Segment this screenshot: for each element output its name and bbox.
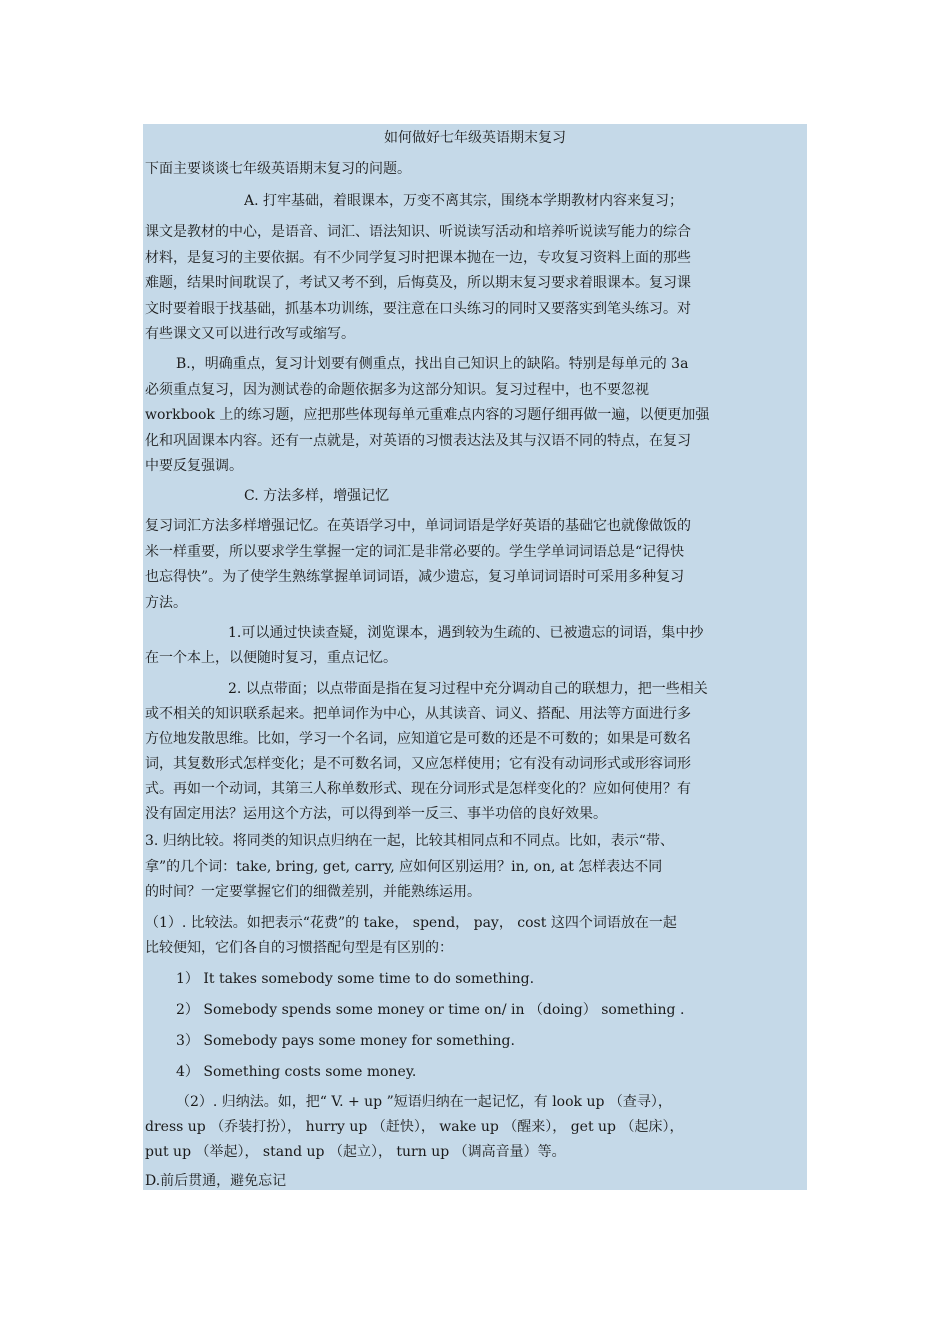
text-line: （2）. 归纳法。如，把“ V. + up ”短语归纳在一起记忆，有 look up （查寻）， bbox=[176, 1094, 672, 1110]
text-line: 文时要着眼于找基础，抓基本功训练，要注意在口头练习的同时又要落实到笔头练习。对 bbox=[145, 301, 691, 317]
text-line: 词，其复数形式怎样变化；是不可数名词，又应怎样使用；它有没有动词形式或形容词形 bbox=[145, 756, 691, 772]
text-line: dress up （乔装打扮）， hurry up （赶快）， wake up （醒来）， get up （起床）， bbox=[145, 1119, 684, 1135]
text-line: 式。再如一个动词，其第三人称单数形式、现在分词形式是怎样变化的？应如何使用？有 bbox=[145, 781, 691, 797]
text-line: 方位地发散思维。比如，学习一个名词，应知道它是可数的还是不可数的；如果是可数名 bbox=[145, 731, 691, 747]
text-line: 中要反复强调。 bbox=[145, 458, 243, 474]
example-sentence: 1） It takes somebody some time to do something. bbox=[176, 971, 535, 987]
example-sentence: 2） Somebody spends some money or time on/ in （doing） something . bbox=[176, 1002, 685, 1018]
section-heading-a: A. 打牢基础，着眼课本，万变不离其宗，围绕本学期教材内容来复习； bbox=[244, 193, 684, 209]
text-line: 3. 归纳比较。将同类的知识点归纳在一起，比较其相同点和不同点。比如，表示“带、 bbox=[145, 833, 674, 849]
text-line: 有些课文又可以进行改写或缩写。 bbox=[145, 326, 355, 342]
text-line: 难题，结果时间耽误了，考试又考不到，后悔莫及，所以期末复习要求着眼课本。复习课 bbox=[145, 275, 691, 291]
section-heading-b: B.，明确重点，复习计划要有侧重点，找出自己知识上的缺陷。特别是每单元的 3a bbox=[176, 356, 689, 372]
text-line: 比较便知，它们各自的习惯搭配句型是有区别的： bbox=[145, 940, 453, 956]
text-line: 2. 以点带面；以点带面是指在复习过程中充分调动自己的联想力，把一些相关 bbox=[228, 681, 708, 697]
example-sentence: 3） Somebody pays some money for something. bbox=[176, 1033, 515, 1049]
text-line: 没有固定用法？运用这个方法，可以得到举一反三、事半功倍的良好效果。 bbox=[145, 806, 607, 822]
document-title: 如何做好七年级英语期末复习 bbox=[384, 130, 566, 146]
section-heading-c: C. 方法多样，增强记忆 bbox=[244, 488, 390, 504]
text-line: 化和巩固课本内容。还有一点就是，对英语的习惯表达法及其与汉语不同的特点，在复习 bbox=[145, 433, 691, 449]
text-line: 材料，是复习的主要依据。有不少同学复习时把课本抛在一边，专攻复习资料上面的那些 bbox=[145, 250, 691, 266]
section-heading-d: D.前后贯通，避免忘记 bbox=[145, 1173, 287, 1189]
text-line: 必须重点复习，因为测试卷的命题依据多为这部分知识。复习过程中，也不要忽视 bbox=[145, 382, 649, 398]
text-line: 复习词汇方法多样增强记忆。在英语学习中，单词词语是学好英语的基础它也就像做饭的 bbox=[145, 518, 691, 534]
text-line: 或不相关的知识联系起来。把单词作为中心，从其读音、词义、搭配、用法等方面进行多 bbox=[145, 706, 691, 722]
text-line: 的时间？一定要掌握它们的细微差别，并能熟练运用。 bbox=[145, 884, 481, 900]
text-line: 方法。 bbox=[145, 595, 187, 611]
text-line: put up （举起）， stand up （起立）， turn up （调高音量）等。 bbox=[145, 1144, 566, 1160]
text-line: 在一个本上，以便随时复习，重点记忆。 bbox=[145, 650, 397, 666]
text-line: 1.可以通过快读查疑，浏览课本，遇到较为生疏的、已被遗忘的词语，集中抄 bbox=[228, 625, 704, 641]
text-line: workbook 上的练习题，应把那些体现每单元重难点内容的习题仔细再做一遍，以便更加强 bbox=[145, 407, 710, 423]
text-line: 下面主要谈谈七年级英语期末复习的问题。 bbox=[145, 161, 411, 177]
text-line: 课文是教材的中心，是语音、词汇、语法知识、听说读写活动和培养听说读写能力的综合 bbox=[145, 224, 691, 240]
text-line: 也忘得快”。为了使学生熟练掌握单词词语，减少遗忘，复习单词词语时可采用多种复习 bbox=[145, 569, 685, 585]
text-line: 米一样重要，所以要求学生掌握一定的词汇是非常必要的。学生学单词词语总是“记得快 bbox=[145, 544, 685, 560]
text-line: （1）. 比较法。如把表示“花费”的 take， spend， pay， cost 这四个词语放在一起 bbox=[145, 915, 677, 931]
example-sentence: 4） Something costs some money. bbox=[176, 1064, 417, 1080]
text-line: 拿”的几个词：take, bring, get, carry, 应如何区别运用？in, on, at 怎样表达不同 bbox=[145, 859, 663, 875]
